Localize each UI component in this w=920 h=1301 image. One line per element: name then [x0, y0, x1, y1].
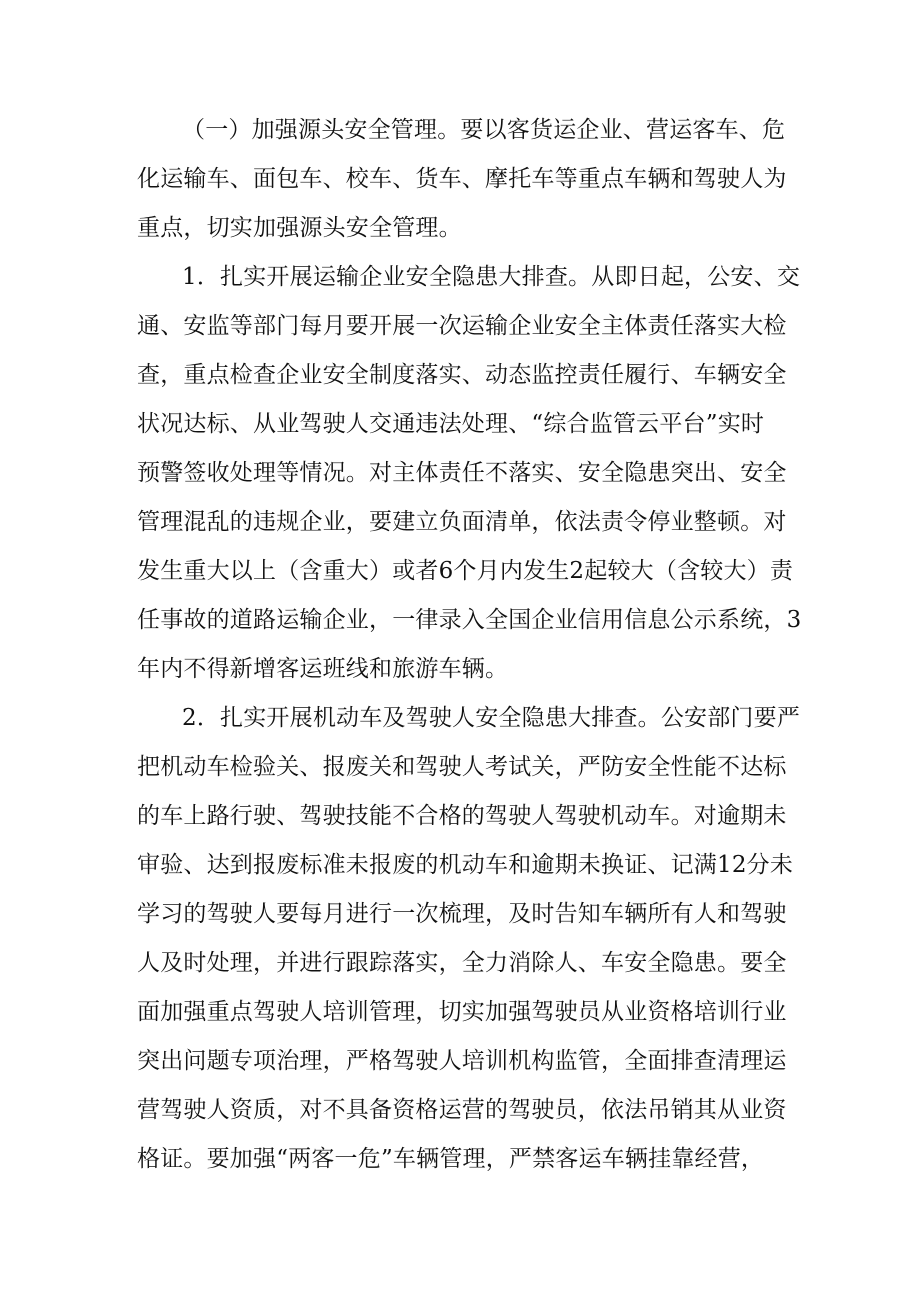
text-line: 突出问题专项治理，严格驾驶人培训机构监管，全面排查清理运 — [137, 1048, 787, 1074]
text-line: 重点，切实加强源头安全管理。 — [137, 215, 462, 241]
text-line: 审验、达到报废标准未报废的机动车和逾期未换证、记满12分未 — [137, 852, 794, 878]
text-line: 年内不得新增客运班线和旅游车辆。 — [137, 656, 509, 682]
text-line: 人及时处理，并进行跟踪落实，全力消除人、车安全隐患。要全 — [137, 950, 787, 976]
text-line: 学习的驾驶人要每月进行一次梳理，及时告知车辆所有人和驾驶 — [137, 901, 787, 927]
text-line: 预警签收处理等情况。对主体责任不落实、安全隐患突出、安全 — [137, 460, 787, 486]
text-line: （一）加强源头安全管理。要以客货运企业、营运客车、危 — [182, 117, 786, 143]
text-line: 面加强重点驾驶人培训管理，切实加强驾驶员从业资格培训行业 — [137, 999, 787, 1025]
text-line: 格证。要加强“两客一危”车辆管理，严禁客运车辆挂靠经营， — [137, 1146, 765, 1172]
text-line: 查，重点检查企业安全制度落实、动态监控责任履行、车辆安全 — [137, 362, 787, 388]
text-line: 把机动车检验关、报废关和驾驶人考试关，严防安全性能不达标 — [137, 754, 787, 780]
text-line: 管理混乱的违规企业，要建立负面清单，依法责令停业整顿。对 — [137, 509, 787, 535]
text-line: 发生重大以上（含重大）或者6个月内发生2起较大（含较大）责 — [137, 558, 794, 584]
text-line: 营驾驶人资质，对不具备资格运营的驾驶员，依法吊销其从业资 — [137, 1097, 787, 1123]
text-line: 状况达标、从业驾驶人交通违法处理、“综合监管云平台”实时 — [137, 411, 765, 437]
text-line: 1．扎实开展运输企业安全隐患大排查。从即日起，公安、交 — [182, 264, 801, 290]
text-line: 通、安监等部门每月要开展一次运输企业安全主体责任落实大检 — [137, 313, 787, 339]
text-line: 2．扎实开展机动车及驾驶人安全隐患大排查。公安部门要严 — [182, 705, 801, 731]
text-line: 任事故的道路运输企业，一律录入全国企业信用信息公示系统，3 — [137, 607, 802, 633]
text-line: 化运输车、面包车、校车、货车、摩托车等重点车辆和驾驶人为 — [137, 166, 787, 192]
text-line: 的车上路行驶、驾驶技能不合格的驾驶人驾驶机动车。对逾期未 — [137, 803, 787, 829]
